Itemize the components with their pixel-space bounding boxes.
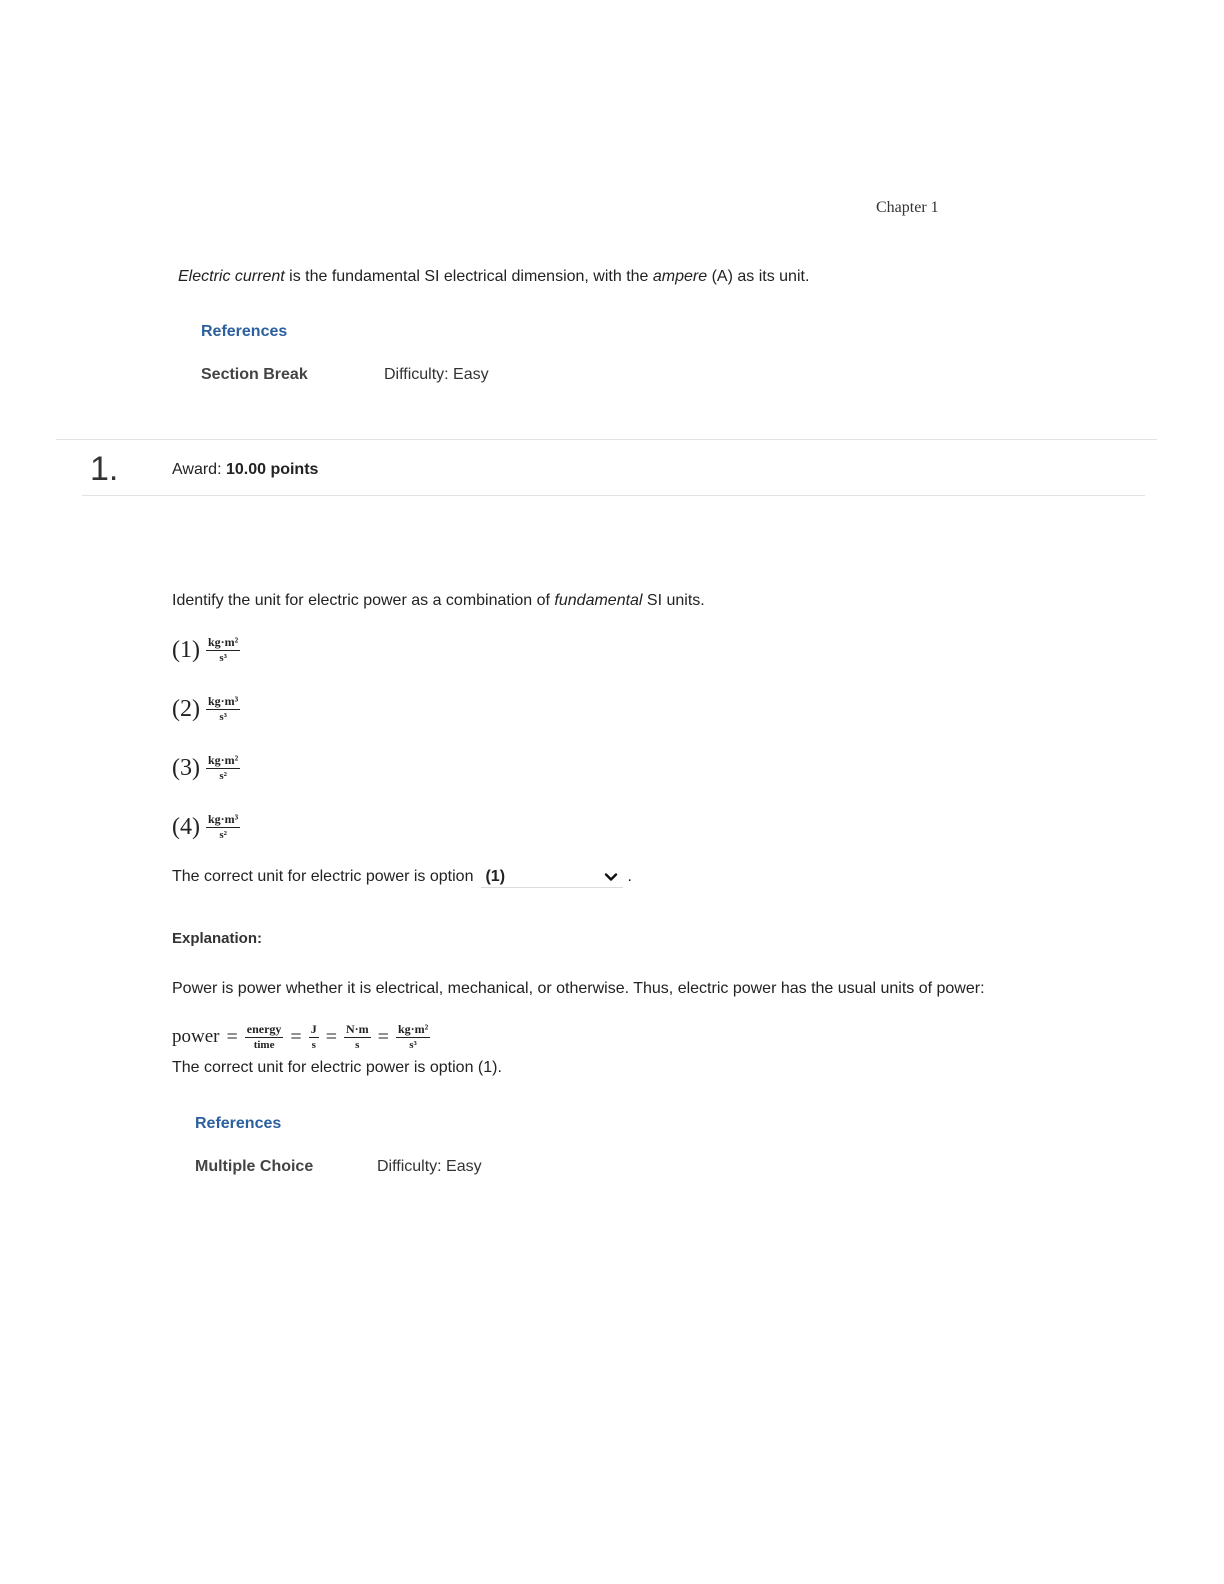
award-value: 10.00 points	[225, 461, 319, 478]
section-difficulty-label: Difficulty: Easy	[384, 366, 489, 383]
answer-selected-value: (1)	[485, 867, 506, 885]
answer-suffix: .	[627, 868, 632, 885]
intro-term: Electric current	[178, 268, 285, 285]
award-label: Award:	[172, 461, 226, 478]
option-4-denominator: s²	[219, 829, 227, 841]
option-4-label: (4)	[172, 813, 200, 840]
award-line	[172, 461, 318, 479]
intro-tail: (A) as its unit.	[707, 268, 810, 285]
chapter-header: Chapter 1	[876, 199, 939, 216]
intro-middle: is the fundamental SI electrical dimension, with the	[284, 268, 653, 285]
fraction-bar	[206, 650, 240, 651]
explanation-paragraph: Power is power whether it is electrical, mechanical, or otherwise. Thus, electric power has the usual units of power:	[172, 980, 985, 997]
fraction-denominator: s	[355, 1039, 360, 1051]
intro-statement	[178, 268, 809, 286]
fraction-bar	[206, 827, 240, 828]
fraction-denominator: s³	[409, 1039, 417, 1051]
answer-select[interactable]	[481, 866, 623, 888]
equals-sign: =	[226, 1025, 238, 1048]
fraction-joule-second	[309, 1023, 319, 1051]
option-4-unit	[206, 813, 240, 841]
explanation-conclusion: The correct unit for electric power is option (1).	[172, 1059, 502, 1076]
fraction-energy-time	[245, 1023, 284, 1051]
option-2-label: (2)	[172, 695, 200, 722]
section-type-label: Section Break	[201, 366, 308, 383]
option-2-denominator: s³	[219, 711, 227, 723]
fraction-denominator: s	[311, 1039, 316, 1051]
equals-sign: =	[325, 1025, 337, 1048]
fraction-si-units	[396, 1023, 430, 1051]
answer-sentence	[172, 866, 632, 888]
fraction-bar	[245, 1037, 284, 1038]
fraction-numerator: N·m	[345, 1022, 369, 1036]
option-4-numerator: kg·m³	[207, 812, 239, 826]
section-references-link[interactable]: References	[201, 323, 288, 340]
option-2-numerator: kg·m³	[207, 694, 239, 708]
option-1-label: (1)	[172, 636, 200, 663]
fraction-numerator: kg·m²	[397, 1022, 429, 1036]
question-number: 1.	[90, 450, 119, 488]
equation-lhs: power	[172, 1026, 220, 1047]
option-2-unit	[206, 695, 240, 723]
question-prompt	[172, 592, 705, 610]
option-3-numerator: kg·m²	[207, 753, 239, 767]
fraction-numerator: energy	[246, 1022, 282, 1036]
option-3-denominator: s²	[219, 770, 227, 782]
option-3-label: (3)	[172, 754, 200, 781]
question-difficulty-label: Difficulty: Easy	[377, 1158, 482, 1175]
explanation-heading: Explanation:	[172, 930, 263, 947]
fraction-bar	[396, 1037, 430, 1038]
fraction-denominator: time	[253, 1039, 275, 1051]
fraction-bar	[309, 1037, 319, 1038]
fraction-newton-meter-second	[344, 1023, 371, 1051]
fraction-bar	[344, 1037, 371, 1038]
answer-prefix: The correct unit for electric power is option	[172, 868, 474, 885]
option-4	[172, 805, 240, 849]
option-1-unit	[206, 636, 240, 664]
equals-sign: =	[377, 1025, 389, 1048]
equals-sign: =	[290, 1025, 302, 1048]
question-header-divider	[82, 495, 1145, 496]
option-2	[172, 687, 240, 731]
option-1-numerator: kg·m²	[207, 635, 239, 649]
power-equation	[172, 1016, 430, 1058]
fraction-numerator: J	[310, 1022, 317, 1036]
option-3-unit	[206, 754, 240, 782]
prompt-end: SI units.	[642, 592, 705, 609]
question-references-link[interactable]: References	[195, 1115, 282, 1132]
option-3	[172, 746, 240, 790]
fraction-bar	[206, 709, 240, 710]
prompt-emphasis: fundamental	[554, 592, 643, 609]
fraction-bar	[206, 768, 240, 769]
chevron-down-icon	[603, 869, 619, 885]
option-1-denominator: s³	[219, 652, 227, 664]
intro-unit-name: ampere	[652, 268, 708, 285]
question-type-label: Multiple Choice	[195, 1158, 314, 1175]
section-divider	[56, 439, 1157, 440]
prompt-start: Identify the unit for electric power as a combination of	[172, 592, 555, 609]
option-1	[172, 628, 240, 672]
